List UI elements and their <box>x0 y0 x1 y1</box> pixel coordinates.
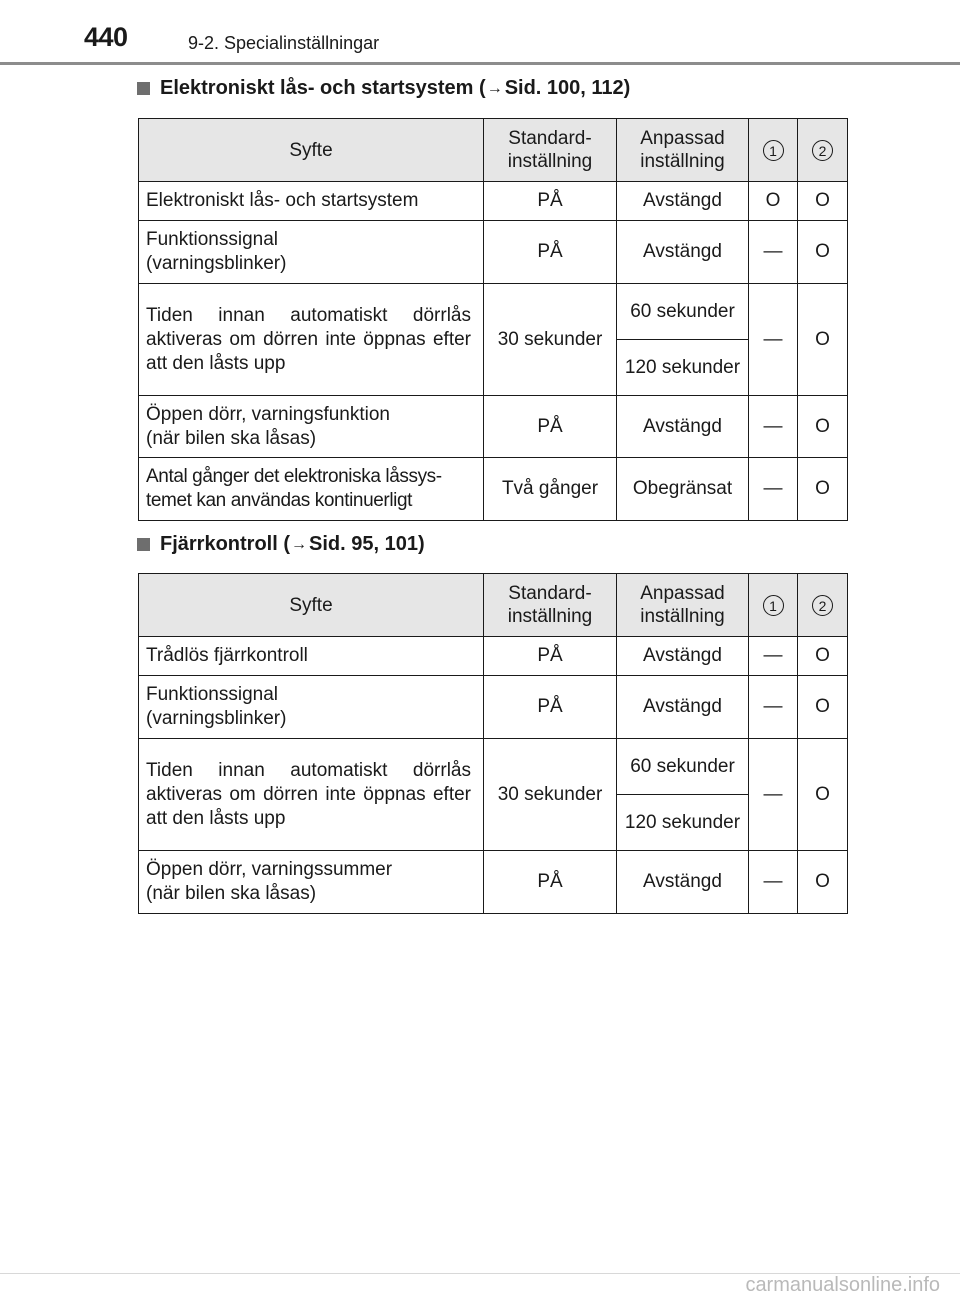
cell-custom-option: 120 sekunder <box>617 340 749 396</box>
heading-text: Fjärrkontroll ( <box>160 533 291 555</box>
cell-col2: O <box>798 637 848 676</box>
cell-col2: O <box>798 284 848 396</box>
page-reference: Sid. 100, 112) <box>504 77 631 99</box>
cell-col2: O <box>798 221 848 284</box>
arrow-icon: → <box>486 79 503 97</box>
column-header-custom: Anpassad inställning <box>617 574 749 637</box>
cell-standard: PÅ <box>484 676 617 739</box>
circled-two-icon: 2 <box>812 595 833 616</box>
cell-custom: Avstängd <box>617 676 749 739</box>
column-header-purpose: Syfte <box>139 574 484 637</box>
cell-standard: PÅ <box>484 221 617 284</box>
page-number: 440 <box>84 22 128 52</box>
cell-standard: PÅ <box>484 396 617 458</box>
table-header-row <box>139 574 848 637</box>
settings-table-remote-control <box>138 573 848 914</box>
table-row <box>139 637 848 676</box>
section-heading-electronic-lock <box>137 77 630 100</box>
table-row <box>139 182 848 221</box>
cell-col1: — <box>749 221 798 284</box>
cell-custom: Avstängd <box>617 182 749 221</box>
cell-col2: O <box>798 182 848 221</box>
cell-custom-option: 60 sekunder <box>617 284 749 340</box>
section-heading-remote-control <box>137 533 425 556</box>
cell-purpose: Öppen dörr, varningssummer (när bilen ska låsas) <box>139 851 484 914</box>
cell-purpose: Tiden innan automatiskt dörrlås aktiveras om dörren inte öppnas efter att den låsts upp <box>139 284 484 396</box>
cell-purpose: Elektroniskt lås- och startsystem <box>139 182 484 221</box>
cell-purpose: Öppen dörr, varningsfunktion (när bilen ska låsas) <box>139 396 484 458</box>
cell-col1: — <box>749 458 798 521</box>
cell-col1: — <box>749 676 798 739</box>
cell-purpose: Funktionssignal (varningsblinker) <box>139 676 484 739</box>
cell-standard: Två gånger <box>484 458 617 521</box>
watermark: carmanualsonline.info <box>745 1274 940 1296</box>
page-reference: Sid. 95, 101) <box>309 533 425 555</box>
cell-col2: O <box>798 396 848 458</box>
heading-text: Elektroniskt lås- och startsystem ( <box>160 77 486 99</box>
cell-col2: O <box>798 851 848 914</box>
cell-purpose: Tiden innan automatiskt dörrlås aktiveras om dörren inte öppnas efter att den låsts upp <box>139 739 484 851</box>
column-header-purpose: Syfte <box>139 119 484 182</box>
cell-col1: — <box>749 396 798 458</box>
cell-custom-option: 60 sekunder <box>617 739 749 795</box>
column-header-1 <box>749 119 798 182</box>
column-header-custom: Anpassad inställning <box>617 119 749 182</box>
circled-one-icon: 1 <box>763 140 784 161</box>
cell-standard: 30 sekunder <box>484 739 617 851</box>
cell-col1: — <box>749 284 798 396</box>
column-header-2 <box>798 574 848 637</box>
cell-custom: Obegränsat <box>617 458 749 521</box>
cell-purpose: Trådlös fjärrkontroll <box>139 637 484 676</box>
cell-standard: PÅ <box>484 182 617 221</box>
cell-col1: O <box>749 182 798 221</box>
table-row <box>139 396 848 458</box>
cell-col1: — <box>749 851 798 914</box>
table-header-row <box>139 119 848 182</box>
cell-purpose: Funktionssignal (varningsblinker) <box>139 221 484 284</box>
table-row <box>139 851 848 914</box>
cell-custom: Avstängd <box>617 637 749 676</box>
table-row <box>139 458 848 521</box>
cell-custom: Avstängd <box>617 851 749 914</box>
cell-custom-option: 120 sekunder <box>617 795 749 851</box>
column-header-1 <box>749 574 798 637</box>
table-row <box>139 739 848 795</box>
arrow-icon: → <box>291 535 308 553</box>
settings-table-electronic-lock <box>138 118 848 521</box>
cell-col2: O <box>798 676 848 739</box>
square-bullet-icon <box>137 82 150 95</box>
column-header-standard: Standard- inställning <box>484 119 617 182</box>
cell-standard: PÅ <box>484 851 617 914</box>
square-bullet-icon <box>137 538 150 551</box>
cell-col1: — <box>749 739 798 851</box>
cell-standard: PÅ <box>484 637 617 676</box>
header-divider <box>0 62 960 65</box>
column-header-2 <box>798 119 848 182</box>
cell-col2: O <box>798 458 848 521</box>
circled-one-icon: 1 <box>763 595 784 616</box>
cell-col2: O <box>798 739 848 851</box>
page-header <box>0 0 960 60</box>
table-row <box>139 284 848 340</box>
section-title: 9-2. Specialinställningar <box>188 33 380 53</box>
cell-purpose: Antal gånger det elektroniska låssys- temet kan användas kontinuerligt <box>139 458 484 521</box>
table-row <box>139 676 848 739</box>
circled-two-icon: 2 <box>812 140 833 161</box>
column-header-standard: Standard- inställning <box>484 574 617 637</box>
cell-col1: — <box>749 637 798 676</box>
cell-custom: Avstängd <box>617 396 749 458</box>
cell-standard: 30 sekunder <box>484 284 617 396</box>
table-row <box>139 221 848 284</box>
cell-custom: Avstängd <box>617 221 749 284</box>
